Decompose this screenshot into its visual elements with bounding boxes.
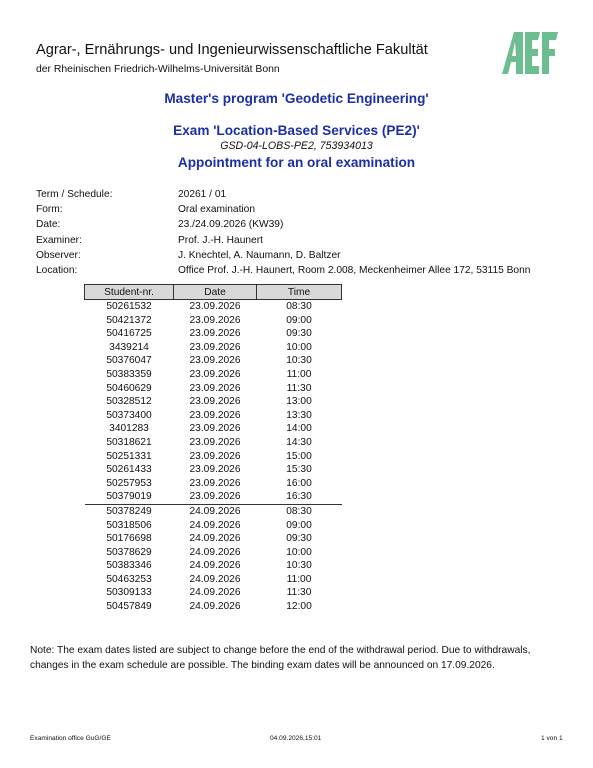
student-nr-cell: 50460629 bbox=[106, 382, 152, 394]
program-title: Master's program 'Geodetic Engineering' bbox=[164, 91, 429, 106]
date-cell: 23.09.2026 bbox=[174, 490, 257, 504]
student-nr-cell: 50457849 bbox=[106, 601, 152, 613]
table-row bbox=[85, 436, 342, 450]
student-nr-cell: 50421372 bbox=[106, 314, 152, 326]
time-cell: 14:30 bbox=[286, 436, 312, 448]
table-row bbox=[85, 490, 342, 504]
date-cell: 23.09.2026 bbox=[189, 314, 241, 326]
table-row bbox=[85, 532, 342, 546]
table-row bbox=[85, 395, 342, 409]
footer-page-number: 1 von 1 bbox=[541, 735, 563, 742]
time-cell: 12:00 bbox=[286, 601, 312, 613]
time-cell: 15:00 bbox=[286, 450, 312, 462]
date-cell: 23.09.2026 bbox=[189, 355, 241, 367]
student-nr-cell: 50378629 bbox=[106, 546, 152, 558]
student-nr-cell: 50463253 bbox=[106, 573, 152, 585]
info-value: 20261 / 01 bbox=[178, 189, 227, 200]
table-header-row bbox=[85, 285, 342, 300]
date-cell: 23.09.2026 bbox=[189, 477, 241, 489]
time-cell: 10:30 bbox=[286, 560, 312, 572]
date-cell: 23.09.2026 bbox=[189, 341, 241, 353]
table-row bbox=[85, 519, 342, 533]
table-row bbox=[85, 300, 342, 314]
date-cell: 23.09.2026 bbox=[189, 382, 241, 394]
student-nr-cell: 50176698 bbox=[106, 533, 152, 545]
table-row bbox=[85, 382, 342, 396]
date-cell: 23.09.2026 bbox=[189, 450, 241, 462]
column-header-date: Date bbox=[174, 285, 257, 300]
info-label: Term / Schedule: bbox=[36, 189, 113, 200]
time-cell: 10:30 bbox=[286, 355, 312, 367]
date-cell: 24.09.2026 bbox=[189, 560, 241, 572]
table-row bbox=[85, 600, 342, 614]
student-nr-cell: 50379019 bbox=[85, 490, 174, 504]
date-cell: 24.09.2026 bbox=[189, 601, 241, 613]
info-label: Examiner: bbox=[36, 234, 82, 246]
date-cell: 24.09.2026 bbox=[189, 533, 241, 545]
date-cell: 24.09.2026 bbox=[189, 587, 241, 599]
time-cell: 11:30 bbox=[286, 382, 312, 394]
table-row bbox=[85, 463, 342, 477]
info-label: Form: bbox=[36, 204, 63, 216]
time-cell: 16:30 bbox=[257, 490, 342, 504]
time-cell: 13:00 bbox=[286, 396, 312, 408]
time-cell: 11:00 bbox=[286, 368, 312, 380]
time-cell: 13:30 bbox=[286, 409, 312, 421]
time-cell: 14:00 bbox=[286, 423, 312, 435]
time-cell: 09:30 bbox=[286, 328, 312, 340]
time-cell: 11:30 bbox=[286, 587, 312, 599]
student-nr-cell: 50416725 bbox=[106, 328, 152, 340]
table-row bbox=[85, 559, 342, 573]
table-row bbox=[85, 368, 342, 382]
date-cell: 24.09.2026 bbox=[189, 573, 241, 585]
student-nr-cell: 3439214 bbox=[109, 341, 149, 353]
info-value: J. Knechtel, A. Naumann, D. Baltzer bbox=[178, 249, 341, 261]
exam-title: Exam 'Location-Based Services (PE2)' bbox=[173, 123, 420, 138]
table-row bbox=[85, 477, 342, 491]
faculty-name: Agrar-, Ernährungs- und Ingenieurwissenschaftliche Fakultät bbox=[36, 42, 428, 58]
student-nr-cell: 50257953 bbox=[106, 477, 152, 489]
time-cell: 15:30 bbox=[286, 464, 312, 476]
university-name: der Rheinischen Friedrich-Wilhelms-Universität Bonn bbox=[36, 64, 280, 75]
time-cell: 16:00 bbox=[286, 477, 312, 489]
time-cell: 08:30 bbox=[286, 505, 312, 517]
student-nr-cell: 50261433 bbox=[106, 464, 152, 476]
info-value: 23./24.09.2026 (KW39) bbox=[178, 219, 284, 231]
date-cell: 23.09.2026 bbox=[189, 423, 241, 435]
student-nr-cell: 50318621 bbox=[106, 436, 152, 448]
footer-office: Examination office GuG/GE bbox=[30, 735, 111, 742]
time-cell: 10:00 bbox=[286, 546, 312, 558]
student-nr-cell: 50328512 bbox=[106, 396, 152, 408]
table-row bbox=[85, 354, 342, 368]
time-cell: 11:00 bbox=[286, 573, 312, 585]
footer-timestamp: 04.09.2026,15:01 bbox=[270, 735, 322, 742]
info-value: Office Prof. J.-H. Haunert, Room 2.008, Meckenheimer Allee 172, 53115 Bonn bbox=[178, 264, 531, 276]
table-row bbox=[85, 586, 342, 600]
table-row bbox=[85, 341, 342, 355]
student-nr-cell: 50251331 bbox=[106, 450, 152, 462]
faculty-logo bbox=[502, 32, 558, 74]
date-cell: 23.09.2026 bbox=[189, 368, 241, 380]
date-cell: 23.09.2026 bbox=[189, 464, 241, 476]
table-row bbox=[85, 450, 342, 464]
column-header-student-nr: Student-nr. bbox=[85, 285, 174, 300]
column-header-time: Time bbox=[257, 285, 342, 300]
student-nr-cell: 50373400 bbox=[106, 409, 152, 421]
student-nr-cell: 50261532 bbox=[106, 301, 152, 312]
info-label: Observer: bbox=[36, 249, 81, 261]
student-nr-cell: 50378249 bbox=[106, 505, 152, 517]
date-cell: 23.09.2026 bbox=[189, 436, 241, 448]
date-cell: 24.09.2026 bbox=[189, 546, 241, 558]
schedule-table bbox=[84, 284, 342, 614]
student-nr-cell: 50376047 bbox=[106, 355, 152, 367]
info-value: Oral examination bbox=[178, 204, 256, 216]
schedule-body bbox=[85, 300, 342, 614]
student-nr-cell: 50318506 bbox=[106, 519, 152, 531]
time-cell: 10:00 bbox=[286, 341, 312, 353]
student-nr-cell: 3401283 bbox=[109, 423, 149, 435]
date-cell: 24.09.2026 bbox=[189, 505, 241, 517]
info-label: Location: bbox=[36, 264, 78, 276]
table-row bbox=[85, 504, 342, 518]
withdrawal-note: Note: The exam dates listed are subject to change before the end of the withdrawal period. Due to withdrawals, changes in the exam schedule are possible. The binding exam dates will be announced on 17.09.2026. bbox=[30, 645, 531, 671]
table-row bbox=[85, 409, 342, 423]
time-cell: 08:30 bbox=[286, 301, 312, 312]
info-value: Prof. J.-H. Haunert bbox=[178, 234, 263, 246]
exam-code: GSD-04-LOBS-PE2, 753934013 bbox=[220, 140, 373, 152]
date-cell: 23.09.2026 bbox=[189, 396, 241, 408]
student-nr-cell: 50383359 bbox=[106, 368, 152, 380]
table-row bbox=[85, 314, 342, 328]
date-cell: 24.09.2026 bbox=[189, 519, 241, 531]
time-cell: 09:00 bbox=[286, 519, 312, 531]
info-label: Date: bbox=[36, 219, 61, 231]
table-row bbox=[85, 573, 342, 587]
table-row bbox=[85, 546, 342, 560]
table-row bbox=[85, 422, 342, 436]
date-cell: 23.09.2026 bbox=[189, 328, 241, 340]
time-cell: 09:30 bbox=[286, 533, 312, 545]
date-cell: 23.09.2026 bbox=[189, 301, 241, 312]
table-row bbox=[85, 327, 342, 341]
student-nr-cell: 50383346 bbox=[106, 560, 152, 572]
time-cell: 09:00 bbox=[286, 314, 312, 326]
date-cell: 23.09.2026 bbox=[189, 409, 241, 421]
student-nr-cell: 50309133 bbox=[106, 587, 152, 599]
appointment-title: Appointment for an oral examination bbox=[177, 155, 416, 170]
